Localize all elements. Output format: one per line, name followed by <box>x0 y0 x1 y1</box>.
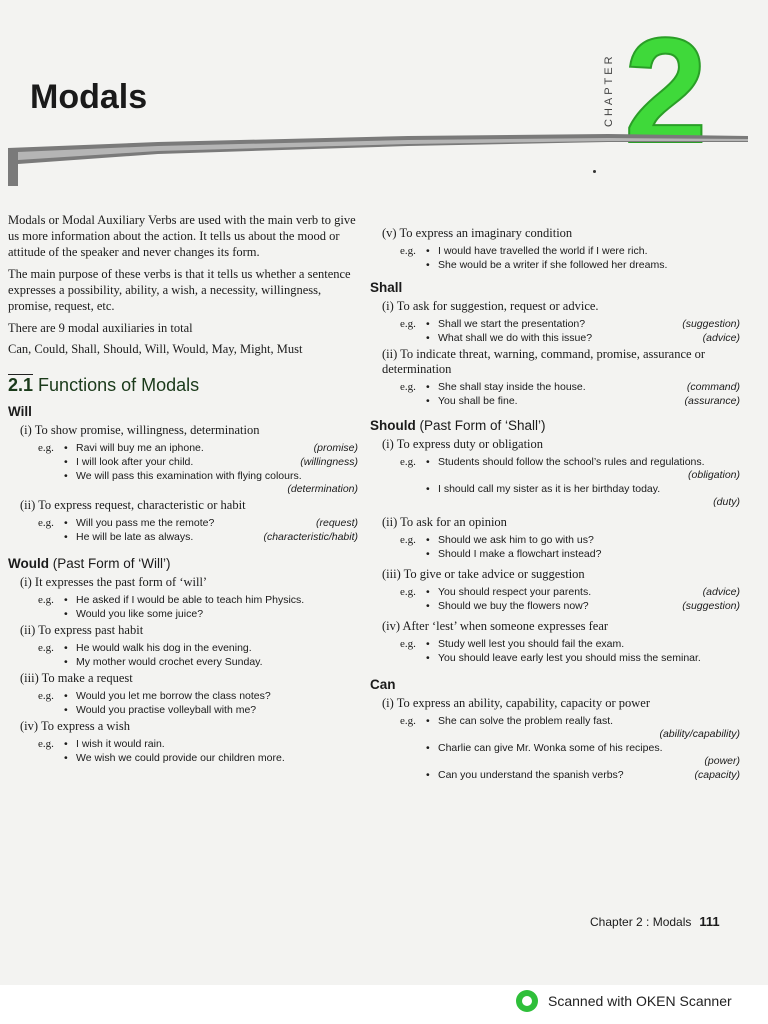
modal-heading-will: Will <box>8 404 32 419</box>
eg-label: e.g. <box>38 442 54 454</box>
bullet: • <box>426 586 430 598</box>
eg-label: e.g. <box>38 594 54 606</box>
title-banner <box>8 130 748 188</box>
example <box>370 585 740 599</box>
bullet: • <box>426 456 430 468</box>
example-text: I will look after your child. <box>76 456 194 468</box>
example <box>370 768 740 782</box>
example-text: Will you pass me the remote? <box>76 517 215 529</box>
bullet: • <box>64 442 68 454</box>
example-text: She would be a writer if she followed her dreams. <box>438 259 668 271</box>
scanner-text: Scanned with OKEN Scanner <box>548 993 732 1009</box>
bullet: • <box>426 534 430 546</box>
eg-label: e.g. <box>38 517 54 529</box>
eg-label: e.g. <box>38 690 54 702</box>
example <box>8 703 358 717</box>
example <box>8 641 358 655</box>
example-text: Ravi will buy me an iphone. <box>76 442 204 454</box>
example <box>8 737 358 751</box>
example <box>370 533 740 547</box>
example-text: Should we buy the flowers now? <box>438 600 589 612</box>
chapter-number: 2 <box>624 6 708 174</box>
example <box>370 455 740 469</box>
eg-label: e.g. <box>400 586 416 598</box>
example-text: Charlie can give Mr. Wonka some of his recipes. <box>438 742 663 754</box>
bullet: • <box>64 642 68 654</box>
footer-chapter: Chapter 2 : Modals <box>590 915 692 929</box>
example-tag: (obligation) <box>688 469 740 481</box>
example-tag: (ability/capability) <box>659 728 740 740</box>
example-text: You should respect your parents. <box>438 586 592 598</box>
example-text: Would you let me borrow the class notes? <box>76 690 271 702</box>
section-title: Functions of Modals <box>38 375 200 395</box>
eg-label: e.g. <box>400 245 416 257</box>
example-text: Should I make a flowchart instead? <box>438 548 602 560</box>
bullet: • <box>426 600 430 612</box>
example <box>8 655 358 669</box>
example-text: Students should follow the school’s rules and regulations. <box>438 456 705 468</box>
example-text: Should we ask him to go with us? <box>438 534 594 546</box>
function-title: (ii) To express past habit <box>20 623 144 637</box>
bullet: • <box>64 531 68 543</box>
example-tag: (suggestion) <box>682 600 740 612</box>
example <box>370 741 740 755</box>
modal-subtitle: (Past Form of ‘Will’) <box>52 556 171 571</box>
example-text: Would you practise volleyball with me? <box>76 704 257 716</box>
chapter-label: CHAPTER <box>603 53 615 127</box>
bullet: • <box>426 332 430 344</box>
eg-label: e.g. <box>38 642 54 654</box>
example-text: She shall stay inside the house. <box>438 381 586 393</box>
example-text: We wish we could provide our children more. <box>76 752 285 764</box>
example <box>8 469 358 483</box>
example-tag: (suggestion) <box>682 318 740 330</box>
example <box>370 714 740 728</box>
modal-list: Can, Could, Shall, Should, Will, Would, May, Might, Must <box>8 342 303 356</box>
example-text: Can you understand the spanish verbs? <box>438 769 624 781</box>
example <box>8 530 358 544</box>
bullet: • <box>64 517 68 529</box>
modal-heading-shall: Shall <box>370 280 403 295</box>
function-title: (ii) To indicate threat, warning, command, promise, assurance or determination <box>382 347 706 376</box>
function-title: (i) To ask for suggestion, request or advice. <box>382 299 599 313</box>
section-number: 2.1 <box>8 375 34 395</box>
eg-label: e.g. <box>400 638 416 650</box>
bullet: • <box>64 738 68 750</box>
example-text: I wish it would rain. <box>76 738 165 750</box>
example <box>8 516 358 530</box>
bullet: • <box>426 652 430 664</box>
example-text: We will pass this examination with flying colours. <box>76 470 302 482</box>
eg-label: e.g. <box>400 456 416 468</box>
modal-heading-would <box>8 556 358 571</box>
example <box>370 331 740 345</box>
example-text: My mother would crochet every Sunday. <box>76 656 263 668</box>
example <box>370 244 740 258</box>
example-tag: (willingness) <box>300 456 358 468</box>
bullet: • <box>426 318 430 330</box>
example <box>370 394 740 408</box>
bullet: • <box>64 690 68 702</box>
bullet: • <box>426 381 430 393</box>
example-tag: (duty) <box>713 496 740 508</box>
example-text: You should leave early lest you should miss the seminar. <box>438 652 701 664</box>
example-tag: (advice) <box>702 332 740 344</box>
eg-label: e.g. <box>400 381 416 393</box>
modal-heading-should <box>370 418 740 433</box>
example <box>370 547 740 561</box>
example <box>370 317 740 331</box>
example-text: Study well lest you should fail the exam. <box>438 638 625 650</box>
function-title: (iv) To express a wish <box>20 719 130 733</box>
example <box>370 599 740 613</box>
example-tag: (advice) <box>702 586 740 598</box>
modal-name: Should <box>370 418 416 433</box>
modal-subtitle: (Past Form of ‘Shall’) <box>419 418 546 433</box>
eg-label: e.g. <box>38 738 54 750</box>
page-number: 111 <box>699 914 720 929</box>
example-text: He asked if I would be able to teach him Physics. <box>76 594 305 606</box>
example <box>370 258 740 272</box>
bullet: • <box>64 752 68 764</box>
example <box>370 651 740 665</box>
function-title: (ii) To ask for an opinion <box>382 515 507 529</box>
section-heading <box>8 375 358 396</box>
example <box>8 441 358 455</box>
page-title: Modals <box>30 78 148 116</box>
example-tag: (request) <box>315 517 358 529</box>
bullet: • <box>64 594 68 606</box>
example-text: I would have travelled the world if I were rich. <box>438 245 648 257</box>
example-tag: (determination) <box>287 483 358 495</box>
example-tag: (power) <box>704 755 740 767</box>
example-text: Would you like some juice? <box>76 608 204 620</box>
example-text: He would walk his dog in the evening. <box>76 642 252 654</box>
speck <box>593 170 596 173</box>
example <box>370 482 740 496</box>
example-text: Shall we start the presentation? <box>438 318 586 330</box>
bullet: • <box>64 704 68 716</box>
example <box>370 637 740 651</box>
eg-label: e.g. <box>400 534 416 546</box>
example-tag: (capacity) <box>694 769 740 781</box>
scanner-watermark <box>516 990 732 1012</box>
bullet: • <box>426 245 430 257</box>
eg-label: e.g. <box>400 715 416 727</box>
bullet: • <box>64 470 68 482</box>
bullet: • <box>426 742 430 754</box>
intro-paragraph: The main purpose of these verbs is that it tells us whether a sentence expresses a possibility, ability, a wish, a necessity, willingness, promise, request, etc. <box>8 267 351 313</box>
intro-paragraph: Modals or Modal Auxiliary Verbs are used with the main verb to give us more information about the action. It tells us about the mood or attitude of the speaker and never changes its form. <box>8 213 356 259</box>
example <box>370 380 740 394</box>
example-tag: (command) <box>686 381 740 393</box>
page-footer <box>590 914 720 929</box>
example <box>8 751 358 765</box>
bullet: • <box>64 608 68 620</box>
example <box>8 455 358 469</box>
example-text: She can solve the problem really fast. <box>438 715 614 727</box>
bullet: • <box>426 548 430 560</box>
bullet: • <box>64 456 68 468</box>
example <box>8 593 358 607</box>
bullet: • <box>64 656 68 668</box>
function-title: (iii) To make a request <box>20 671 133 685</box>
example-text: He will be late as always. <box>76 531 194 543</box>
function-title: (i) To show promise, willingness, determination <box>20 423 260 437</box>
function-title: (i) To express an ability, capability, capacity or power <box>382 696 651 710</box>
bullet: • <box>426 259 430 271</box>
example-tag: (assurance) <box>684 395 740 407</box>
left-column <box>8 212 358 765</box>
intro-paragraph: There are 9 modal auxiliaries in total <box>8 321 193 335</box>
bullet: • <box>426 715 430 727</box>
example-tag: (characteristic/habit) <box>263 531 358 543</box>
function-title: (i) To express duty or obligation <box>382 437 544 451</box>
example-text: What shall we do with this issue? <box>438 332 593 344</box>
function-title: (iii) To give or take advice or suggestion <box>382 567 585 581</box>
oken-logo-icon <box>516 990 538 1012</box>
bullet: • <box>426 395 430 407</box>
function-title: (iv) After ‘lest’ when someone expresses fear <box>382 619 609 633</box>
modal-name: Would <box>8 556 49 571</box>
function-title: (i) It expresses the past form of ‘will’ <box>20 575 208 589</box>
bullet: • <box>426 483 430 495</box>
example-text: I should call my sister as it is her birthday today. <box>438 483 661 495</box>
modal-heading-can: Can <box>370 677 396 692</box>
bullet: • <box>426 769 430 781</box>
bullet: • <box>426 638 430 650</box>
example-text: You shall be fine. <box>438 395 518 407</box>
example <box>8 607 358 621</box>
eg-label: e.g. <box>400 318 416 330</box>
function-title: (v) To express an imaginary condition <box>382 226 573 240</box>
right-column <box>370 224 740 782</box>
example-tag: (promise) <box>313 442 358 454</box>
example <box>8 689 358 703</box>
function-title: (ii) To express request, characteristic or habit <box>20 498 246 512</box>
